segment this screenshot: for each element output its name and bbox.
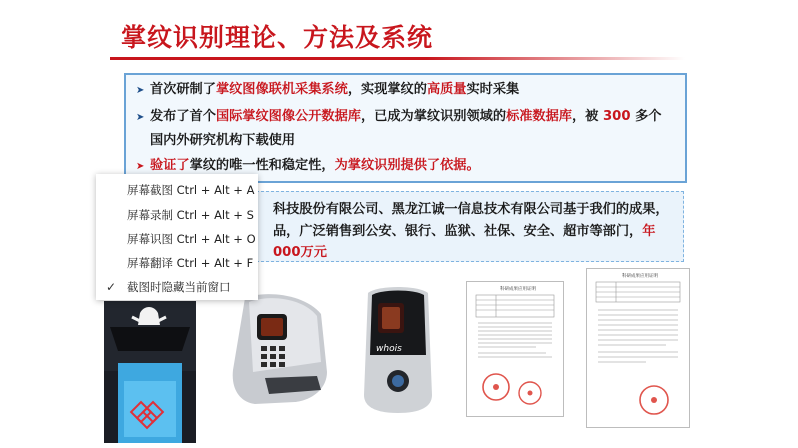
menu-item-screen-record[interactable] xyxy=(96,204,258,226)
bullet-line-1 xyxy=(136,81,519,100)
body-text: 科技股份有限公司、黑龙江诚一信息技术有限公司基于我们的成果， xyxy=(273,202,669,217)
highlight-text: 掌纹图像联机采集系统 xyxy=(215,82,348,97)
menu-item-hide-window[interactable] xyxy=(96,276,258,298)
check-icon: ✓ xyxy=(106,280,117,294)
body-text: ，被 xyxy=(572,109,603,124)
highlight-text: 300 xyxy=(602,109,631,124)
menu-item-label: 屏幕翻译 Ctrl + Alt + F xyxy=(127,256,254,270)
screenshot-context-menu xyxy=(96,174,258,300)
body-text: ，已成为掌纹识别领域的 xyxy=(361,109,507,124)
palmprint-scanner-photo xyxy=(104,301,196,443)
slide-title: 掌纹识别理论、方法及系统 xyxy=(121,23,434,52)
body-text: 首次研制了 xyxy=(150,82,216,97)
arrow-bullet-icon: ➤ xyxy=(136,161,145,172)
bullet-line-2-cont xyxy=(136,132,295,150)
arrow-bullet-icon: ➤ xyxy=(136,85,145,96)
commercial-line-1 xyxy=(273,201,669,219)
certificate-title-2: 科研成果应用证明 xyxy=(622,274,658,279)
menu-item-screenshot[interactable] xyxy=(96,179,258,201)
highlight-text: 高质量 xyxy=(426,82,467,97)
body-text: 掌纹的唯一性和稳定性， xyxy=(189,158,335,173)
bullet-text-3 xyxy=(150,158,480,173)
menu-item-label: 屏幕录制 Ctrl + Alt + S xyxy=(127,208,254,222)
arrow-bullet-icon: ➤ xyxy=(136,112,145,123)
keypad-recognizer-photo xyxy=(225,292,333,407)
title-underline xyxy=(110,57,685,60)
achievements-box xyxy=(124,73,687,183)
body-text: 多个 xyxy=(630,109,662,124)
highlight-text: 为掌纹识别提供了依据。 xyxy=(334,158,480,173)
certificate-title-1: 科研成果应用证明 xyxy=(500,287,536,292)
highlight-text: 验证了 xyxy=(150,158,190,173)
bullet-text-2 xyxy=(150,109,661,124)
menu-item-screen-ocr[interactable] xyxy=(96,228,258,250)
bullet-text-2-cont xyxy=(150,133,295,148)
highlight-text: 000万元 xyxy=(273,245,327,260)
bullet-line-2 xyxy=(136,108,661,127)
menu-item-screen-translate[interactable] xyxy=(96,252,258,274)
certificate-document-2 xyxy=(586,268,690,428)
body-text: 实时采集 xyxy=(466,82,520,97)
bullet-text-1 xyxy=(150,82,519,97)
highlight-text: 国际掌纹图像公开数据库 xyxy=(215,109,361,124)
body-text: ，实现掌纹的 xyxy=(347,82,427,97)
body-text: 发布了首个 xyxy=(150,109,216,124)
device-brand-label: whois xyxy=(376,344,402,354)
body-text: 国内外研究机构下载使用 xyxy=(150,133,296,148)
menu-item-label: 屏幕截图 Ctrl + Alt + A xyxy=(127,183,255,197)
highlight-text: 年 xyxy=(642,224,656,239)
menu-item-label: 截图时隐藏当前窗口 xyxy=(127,280,231,294)
whois-device-photo xyxy=(358,285,438,413)
highlight-text: 标准数据库 xyxy=(506,109,572,124)
body-text: 品，广泛销售到公安、银行、监狱、社保、安全、超市等部门， xyxy=(273,224,643,239)
menu-item-label: 屏幕识图 Ctrl + Alt + O xyxy=(127,232,256,246)
commercial-line-3 xyxy=(273,244,327,262)
commercial-line-2 xyxy=(273,223,655,241)
certificate-document-1 xyxy=(466,281,564,417)
